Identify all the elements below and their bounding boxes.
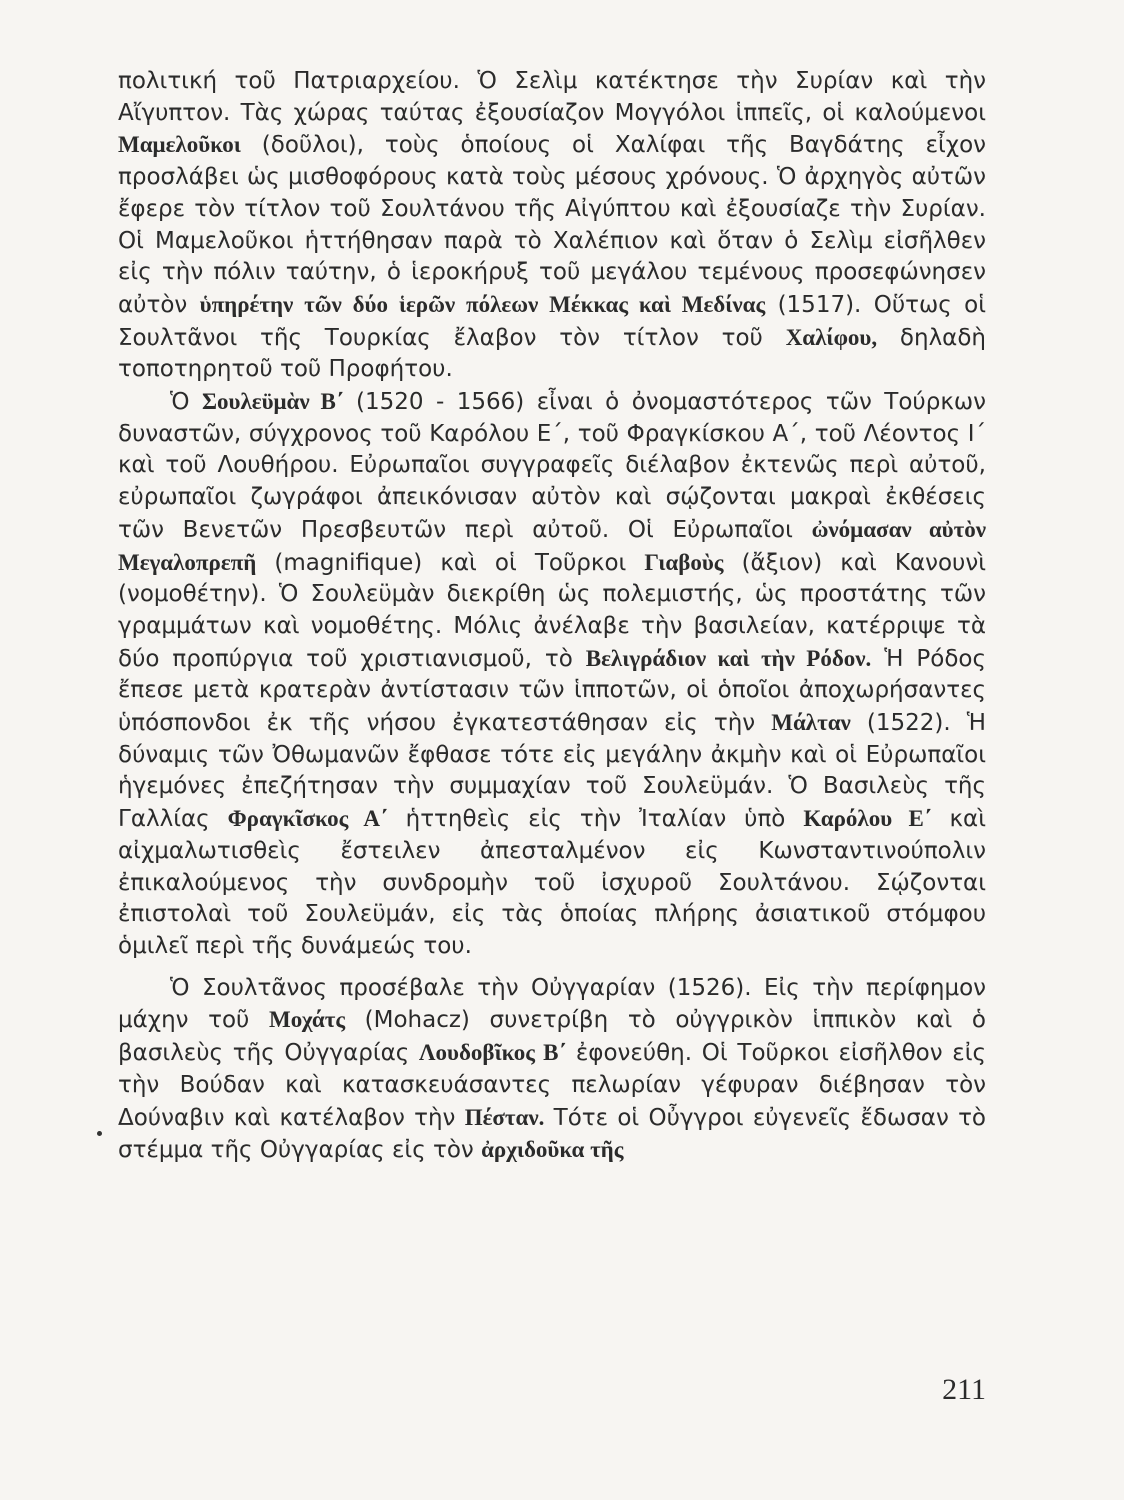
bold-term: Καρόλου Ε΄ bbox=[803, 806, 932, 832]
bold-term: Σουλεϋμὰν Β΄ bbox=[201, 389, 344, 415]
paragraph-1: πολιτική τοῦ Πατριαρχείου. Ὁ Σελὶμ κατέκτησε τὴν Συρίαν καὶ τὴν Αἴγυπτον. Τὰς χώρας ταύτας ἐξουσίαζον Μογγόλοι ἱππεῖς, οἱ καλούμενοι Μαμελοῦκοι (δοῦλοι), τοὺς ὁποίους οἱ Χαλίφαι τῆς Βαγδάτης εἶχον προσλάβει ὡς μισθοφόρους κατὰ τοὺς μέσους χρόνους. Ὁ ἀρχηγὸς αὐτῶν ἔφερε τὸν τίτλον τοῦ Σουλτάνου τῆς Αἰγύπτου καὶ ἐξουσίαζε τὴν Συρίαν. Οἱ Μαμελοῦκοι ἡττήθησαν παρὰ τὸ Χαλέπιον καὶ ὅταν ὁ Σελὶμ εἰσῆλθεν εἰς τὴν πόλιν ταύτην, ὁ ἱεροκήρυξ τοῦ μεγάλου τεμένους προσεφώνησεν αὐτὸν ὑπηρέτην τῶν δύο ἱερῶν πόλεων Μέκκας καὶ Μεδίνας (1517). Οὕτως οἱ Σουλτᾶνοι τῆς Τουρκίας ἔλαβον τὸν τίτλον τοῦ Χαλίφου, δηλαδὴ τοποτηρητοῦ τοῦ Προφήτου. bbox=[118, 68, 986, 383]
bold-term: Γιαβοὺς bbox=[644, 549, 724, 575]
bold-term: ὑπηρέτην τῶν δύο ἱερῶν πόλεων Μέκκας καὶ Μεδίνας bbox=[199, 291, 766, 317]
bold-term: Μαμελοῦκοι bbox=[118, 132, 241, 158]
margin-dot bbox=[97, 1131, 102, 1136]
page-number: 211 bbox=[942, 1373, 986, 1406]
paragraph-3: Ὁ Σουλτᾶνος προσέβαλε τὴν Οὐγγαρίαν (1526). Εἰς τὴν περίφημον μάχην τοῦ Μοχάτς (Mohacz) συνετρίβη τὸ οὐγγρικὸν ἱππικὸν καὶ ὁ βασιλεὺς τῆς Οὐγγαρίας Λουδοβῖκος Β΄ ἐφονεύθη. Οἱ Τοῦρκοι εἰσῆλθον εἰς τὴν Βούδαν καὶ κατασκευάσαντες πελωρίαν γέφυραν διέβησαν τὸν Δούναβιν καὶ κατέλαβον τὴν Πέσταν. Τότε οἱ Οὖγγροι εὐγενεῖς ἔδωσαν τὸ στέμμα τῆς Οὐγγαρίας εἰς τὸν ἀρχιδοῦκα τῆς bbox=[118, 974, 987, 1164]
bold-term: Μάλταν bbox=[771, 710, 851, 736]
bold-term: Μοχάτς bbox=[269, 1007, 346, 1033]
paragraph-2: Ὁ Σουλεϋμὰν Β΄ (1520 - 1566) εἶναι ὁ ὀνομαστότερος τῶν Τούρκων δυναστῶν, σύγχρονος τοῦ Καρόλου Ε΄, τοῦ Φραγκίσκου Α΄, τοῦ Λέοντος Ι΄ καὶ τοῦ Λουθήρου. Εὐρωπαῖοι συγγραφεῖς διέλαβον ἐκτενῶς περὶ αὐτοῦ, εὐρωπαῖοι ζωγράφοι ἀπεικόνισαν αὐτὸν καὶ σῴζονται μακραὶ ἐκθέσεις τῶν Βενετῶν Πρεσβευτῶν περὶ αὐτοῦ. Οἱ Εὐρωπαῖοι ὠνόμασαν αὐτὸν Μεγαλοπρεπῆ (magnifique) καὶ οἱ Τοῦρκοι Γιαβοὺς (ἄξιον) καὶ Κανουνὶ (νομοθέτην). Ὁ Σουλεϋμὰν διεκρίθη ὡς πολεμιστής, ὡς προστάτης τῶν γραμμάτων καὶ νομοθέτης. Μόλις ἀνέλαβε τὴν βασιλείαν, κατέρριψε τὰ δύο προπύργια τοῦ χριστιανισμοῦ, τὸ Βελιγράδιον καὶ τὴν Ρόδον. Ἡ Ρόδος ἔπεσε μετὰ κρατερὰν ἀντίστασιν τῶν ἱπποτῶν, οἱ ὁποῖοι ἀποχωρήσαντες ὑπόσπονδοι ἐκ τῆς νήσου ἐγκατεστάθησαν εἰς τὴν Μάλταν (1522). Ἡ δύναμις τῶν Ὀθωμανῶν ἔφθασε τότε εἰς μεγάλην ἀκμὴν καὶ οἱ Εὐρωπαῖοι ἡγεμόνες ἐπεζήτησαν τὴν συμμαχίαν τοῦ Σουλεϋμάν. Ὁ Βασιλεὺς τῆς Γαλλίας Φραγκῖσκος Α΄ ἡττηθεὶς εἰς τὴν Ἰταλίαν ὑπὸ Καρόλου Ε΄ καὶ αἰχμαλωτισθεὶς ἔστειλεν ἀπεσταλμένον εἰς Κωνσταντινούπολιν ἐπικαλούμενος τὴν συνδρομὴν τοῦ ἰσχυροῦ Σουλτάνου. Σῴζονται ἐπιστολαὶ τοῦ Σουλεϋμάν, εἰς τὰς ὁποίας πλήρης ἀσιατικοῦ στόμφου ὁμιλεῖ περὶ τῆς δυνάμεώς του. bbox=[118, 389, 986, 959]
bold-term: ἀρχιδοῦκα τῆς bbox=[481, 1137, 624, 1163]
body-text bbox=[118, 66, 986, 1167]
bold-term: Φραγκῖσκος Α΄ bbox=[227, 806, 388, 832]
bold-term: Χαλίφου, bbox=[785, 324, 878, 350]
bold-term: Λουδοβῖκος Β΄ bbox=[419, 1040, 567, 1066]
bold-term: Βελιγράδιον καὶ τὴν Ρόδον. bbox=[585, 645, 872, 671]
bold-term: ὠνόμασαν αὐτὸν Μεγαλοπρεπῆ bbox=[118, 516, 986, 575]
bold-term: Πέσταν. bbox=[464, 1104, 545, 1130]
